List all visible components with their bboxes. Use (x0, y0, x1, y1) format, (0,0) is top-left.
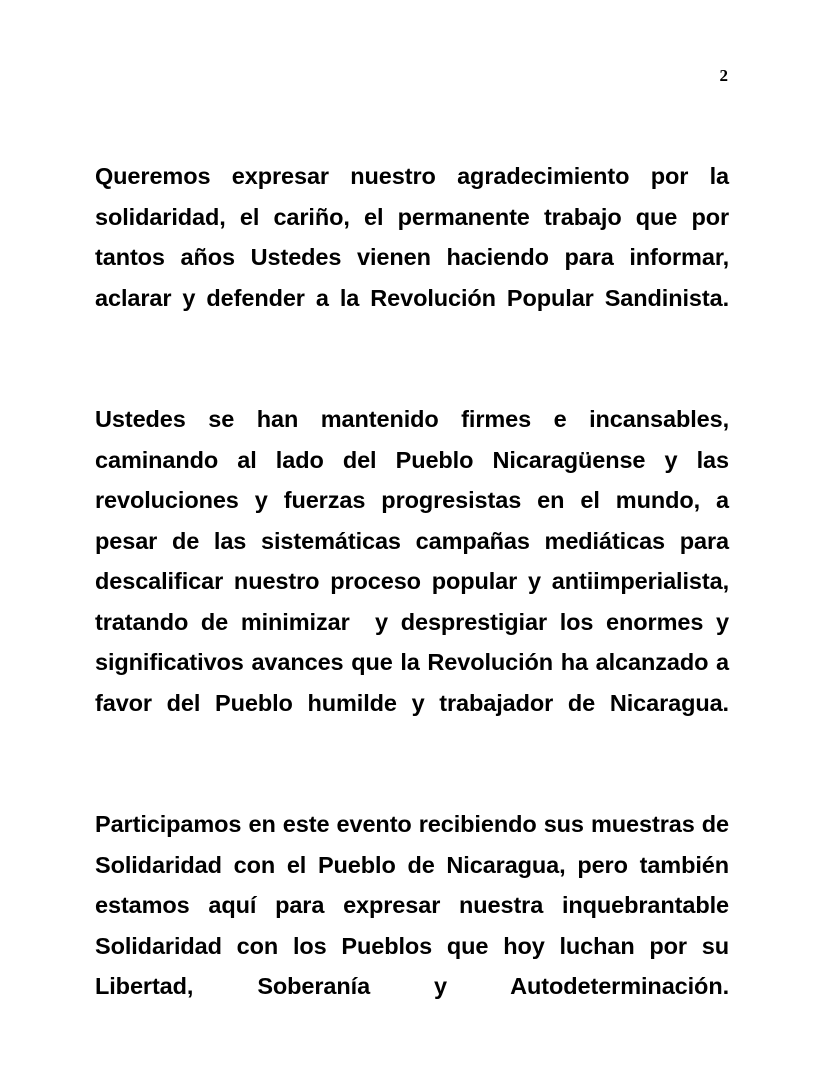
paragraph-1: Queremos expresar nuestro agradecimiento por la solidaridad, el cariño, el permanente trabajo que por tantos años Ustedes vienen haciendo para informar, aclarar y defender a la Revolución Popular Sandinista. (95, 163, 736, 311)
paragraph-2: Ustedes se han mantenido firmes e incansables, caminando al lado del Pueblo Nicaragüense y las revoluciones y fuerzas progresistas en el mundo, a pesar de las sistemáticas campañas mediáticas para descalificar nuestro proceso popular y antiimperialista, tratando de minimizar y desprestigiar los enormes y significativos avances que la Revolución ha alcanzado a favor del Pueblo humilde y trabajador de Nicaragua. (95, 406, 736, 716)
page-header (95, 64, 728, 88)
document-body (95, 156, 736, 1047)
paragraph-3: Participamos en este evento recibiendo sus muestras de Solidaridad con el Pueblo de Nicaragua, pero también estamos aquí para expresar nuestra inquebrantable Solidaridad con los Pueblos que hoy luchan por su Libertad, Soberanía y Autodeterminación. (95, 811, 736, 999)
page-number: 2 (719, 66, 728, 85)
